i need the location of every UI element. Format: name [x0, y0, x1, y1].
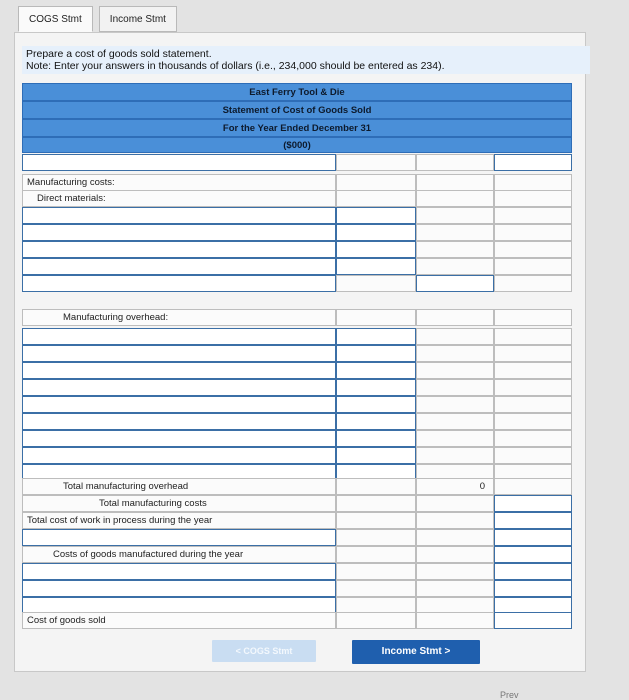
table-row	[22, 512, 572, 529]
statement-units: ($000)	[22, 137, 572, 153]
input-cell[interactable]	[494, 612, 572, 629]
value-cell	[494, 258, 572, 275]
input-cell[interactable]	[416, 275, 494, 292]
input-cell[interactable]	[336, 430, 416, 447]
input-cell[interactable]	[22, 529, 336, 546]
input-cell[interactable]	[336, 258, 416, 275]
input-cell[interactable]	[22, 379, 336, 396]
input-cell[interactable]	[494, 546, 572, 563]
value-cell	[494, 478, 572, 495]
next-tab-button[interactable]: Income Stmt >	[352, 640, 480, 664]
row-label: Cost of goods sold	[22, 612, 336, 629]
row-label: Costs of goods manufactured during the year	[22, 546, 336, 563]
input-cell[interactable]	[336, 362, 416, 379]
input-cell[interactable]	[22, 258, 336, 275]
value-cell	[336, 190, 416, 207]
input-cell[interactable]	[336, 379, 416, 396]
input-cell[interactable]	[22, 275, 336, 292]
table-row	[22, 546, 572, 563]
table-row	[22, 495, 572, 512]
table-row	[22, 612, 572, 629]
input-cell[interactable]	[22, 413, 336, 430]
value-cell	[336, 546, 416, 563]
table-row	[22, 241, 572, 258]
row-label: Direct materials:	[22, 190, 336, 207]
row-label: Total cost of work in process during the year	[22, 512, 336, 529]
value-cell	[416, 580, 494, 597]
tab-bar	[18, 6, 177, 32]
value-cell	[416, 258, 494, 275]
input-cell[interactable]	[494, 529, 572, 546]
input-cell[interactable]	[336, 224, 416, 241]
value-cell	[416, 612, 494, 629]
instructions	[22, 46, 590, 74]
value-cell	[416, 241, 494, 258]
value-cell	[494, 345, 572, 362]
value-cell	[494, 413, 572, 430]
value-cell	[416, 224, 494, 241]
value-cell	[336, 529, 416, 546]
table-row	[22, 580, 572, 597]
value-cell	[494, 379, 572, 396]
row-label: Manufacturing overhead:	[22, 309, 336, 326]
table-row	[22, 154, 572, 171]
total-overhead-value: 0	[416, 478, 494, 495]
input-cell[interactable]	[22, 430, 336, 447]
value-cell	[336, 495, 416, 512]
input-cell[interactable]	[494, 563, 572, 580]
input-cell[interactable]	[22, 396, 336, 413]
input-cell[interactable]	[22, 580, 336, 597]
value-cell	[416, 190, 494, 207]
value-cell	[336, 275, 416, 292]
input-cell[interactable]	[336, 413, 416, 430]
value-cell	[416, 430, 494, 447]
value-cell	[416, 345, 494, 362]
input-cell[interactable]	[336, 345, 416, 362]
table-row	[22, 447, 572, 464]
table-row	[22, 362, 572, 379]
input-cell[interactable]	[336, 207, 416, 224]
instruction-line-2: Note: Enter your answers in thousands of dollars (i.e., 234,000 should be entered as 234).	[26, 60, 445, 72]
value-cell	[416, 413, 494, 430]
table-row	[22, 190, 572, 207]
table-row	[22, 207, 572, 224]
tab-income-stmt[interactable]: Income Stmt	[99, 6, 177, 32]
table-row	[22, 396, 572, 413]
table-row	[22, 413, 572, 430]
value-cell	[494, 328, 572, 345]
table-row	[22, 529, 572, 546]
statement-period: For the Year Ended December 31	[22, 119, 572, 137]
table-row	[22, 430, 572, 447]
input-cell[interactable]	[494, 512, 572, 529]
input-cell[interactable]	[22, 362, 336, 379]
input-cell[interactable]	[22, 241, 336, 258]
value-cell	[416, 328, 494, 345]
row-label: Total manufacturing costs	[22, 495, 336, 512]
company-name: East Ferry Tool & Die	[22, 83, 572, 101]
value-cell	[416, 546, 494, 563]
input-cell[interactable]	[22, 447, 336, 464]
row-label: Manufacturing costs:	[22, 174, 336, 191]
value-cell	[494, 430, 572, 447]
input-cell[interactable]	[22, 328, 336, 345]
value-cell	[416, 154, 494, 171]
value-cell	[336, 154, 416, 171]
input-cell[interactable]	[336, 396, 416, 413]
value-cell	[336, 612, 416, 629]
input-cell[interactable]	[494, 495, 572, 512]
value-cell	[416, 447, 494, 464]
value-cell	[336, 563, 416, 580]
input-cell[interactable]	[336, 241, 416, 258]
value-cell	[494, 174, 572, 191]
value-cell	[416, 512, 494, 529]
input-cell[interactable]	[336, 328, 416, 345]
value-cell	[336, 478, 416, 495]
statement-title: Statement of Cost of Goods Sold	[22, 101, 572, 119]
input-cell[interactable]	[494, 580, 572, 597]
value-cell	[494, 309, 572, 326]
value-cell	[494, 362, 572, 379]
table-row	[22, 379, 572, 396]
prev-tab-button[interactable]: < COGS Stmt	[212, 640, 316, 662]
input-cell[interactable]	[22, 563, 336, 580]
value-cell	[336, 580, 416, 597]
table-row	[22, 275, 572, 292]
input-cell[interactable]	[22, 224, 336, 241]
table-row	[22, 478, 572, 495]
value-cell	[494, 241, 572, 258]
value-cell	[416, 362, 494, 379]
value-cell	[494, 224, 572, 241]
value-cell	[494, 207, 572, 224]
table-row	[22, 345, 572, 362]
row-label: Total manufacturing overhead	[22, 478, 336, 495]
table-row	[22, 174, 572, 191]
table-row	[22, 224, 572, 241]
input-cell[interactable]	[22, 207, 336, 224]
input-cell[interactable]	[494, 154, 572, 171]
instruction-line-1: Prepare a cost of goods sold statement.	[26, 48, 212, 60]
value-cell	[416, 396, 494, 413]
value-cell	[416, 563, 494, 580]
tab-cogs-stmt[interactable]: COGS Stmt	[18, 6, 93, 32]
value-cell	[416, 309, 494, 326]
value-cell	[336, 174, 416, 191]
table-row	[22, 258, 572, 275]
value-cell	[494, 190, 572, 207]
value-cell	[336, 309, 416, 326]
value-cell	[416, 529, 494, 546]
table-row	[22, 309, 572, 326]
prev-page-link[interactable]: Prev	[500, 690, 519, 700]
value-cell	[416, 174, 494, 191]
input-cell[interactable]	[336, 447, 416, 464]
value-cell	[416, 207, 494, 224]
table-row	[22, 563, 572, 580]
value-cell	[416, 379, 494, 396]
value-cell	[494, 396, 572, 413]
value-cell	[494, 275, 572, 292]
input-cell[interactable]	[22, 154, 336, 171]
value-cell	[494, 447, 572, 464]
value-cell	[336, 512, 416, 529]
value-cell	[416, 495, 494, 512]
input-cell[interactable]	[22, 345, 336, 362]
table-row	[22, 328, 572, 345]
